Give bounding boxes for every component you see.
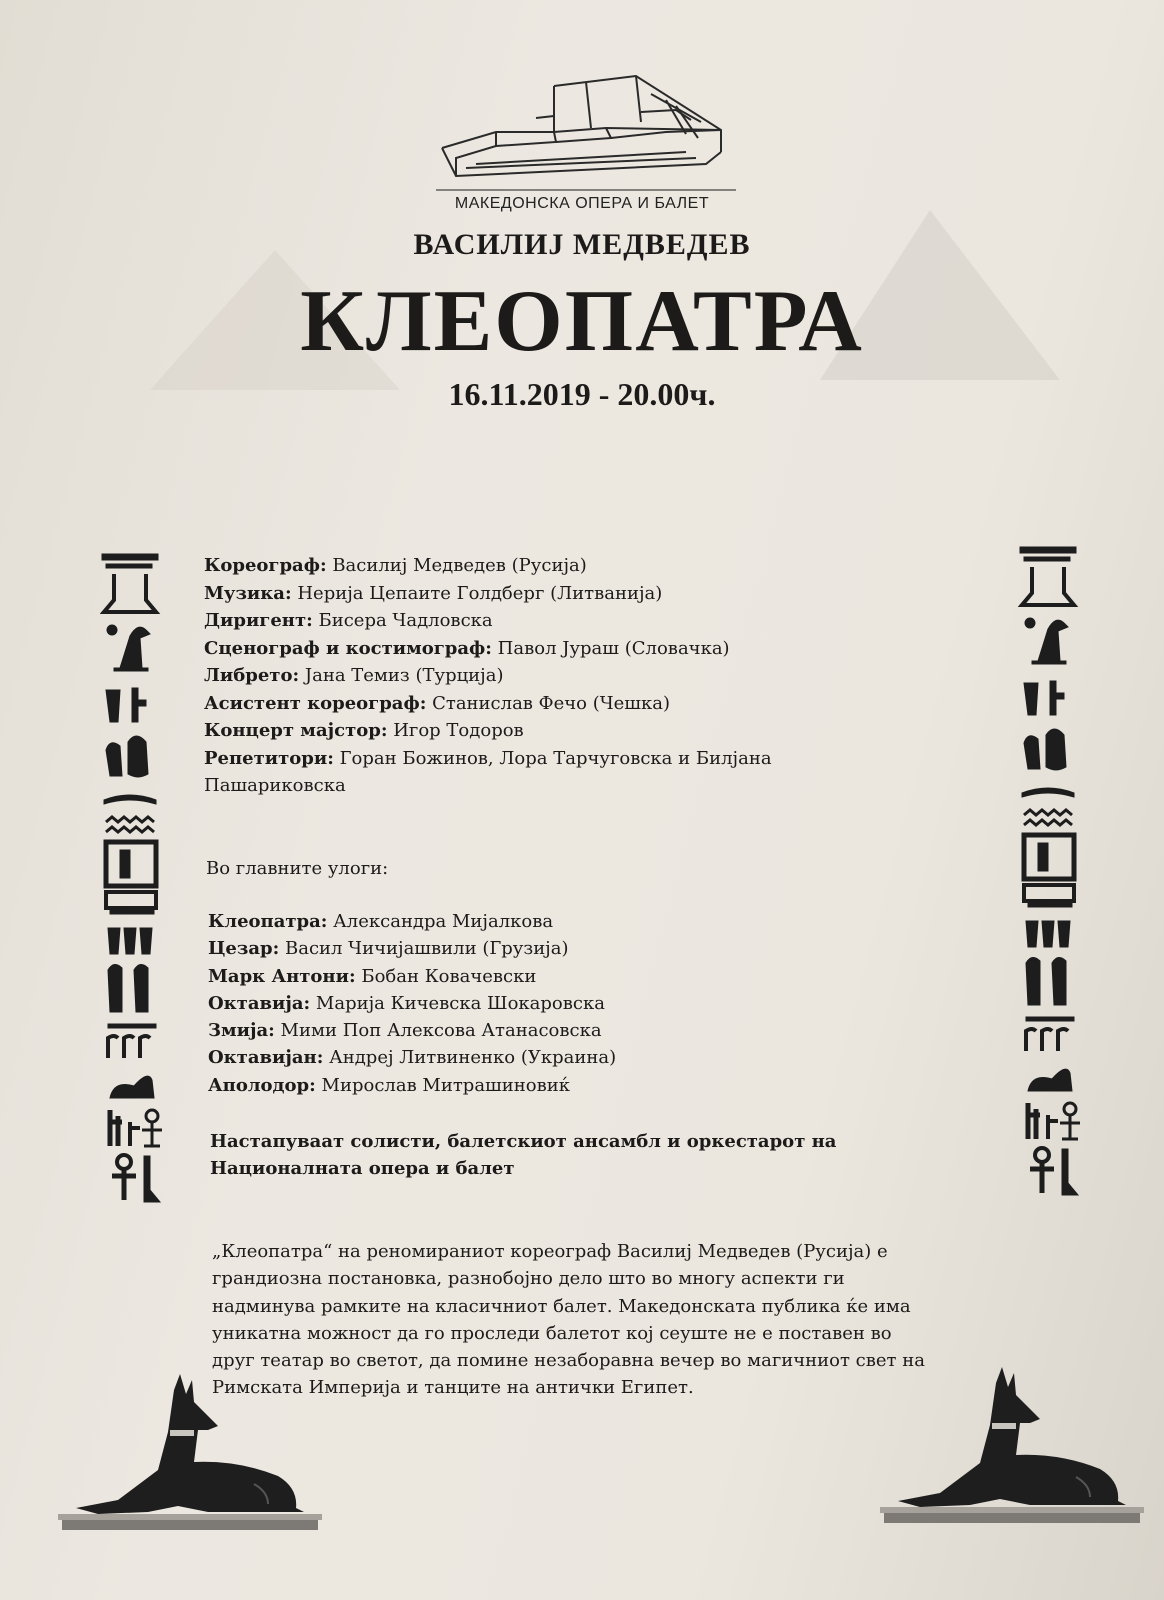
performers-statement <box>210 1128 910 1182</box>
choreographer-heading: ВАСИЛИЈ МЕДВЕДЕВ <box>413 228 751 261</box>
cast-caesar: Цезар: Васил Чичијашвили (Грузија) <box>208 938 569 960</box>
credit-assistant-choreographer: Асистент кореограф: Станислав Фечо (Чешка) <box>204 692 671 714</box>
credit-libretto: Либрето: Јана Темиз (Турција) <box>204 665 504 686</box>
main-roles-heading: Во главните улоги: <box>206 858 389 879</box>
paragraph-line-2: грандиозна постановка, разнобојно дело што во многу аспекти ги <box>212 1268 845 1290</box>
performance-date: 16.11.2019 - 20.00ч. <box>448 376 716 412</box>
cast-apollodorus: Аполодор: Мирослав Митрашиновиќ <box>208 1074 571 1096</box>
credit-music: Музика: Нерија Цепаите Голдберг (Литванија) <box>204 582 663 604</box>
statement-line-2: Националната опера и балет <box>210 1158 515 1179</box>
cast-snake: Змија: Мими Поп Алексова Атанасовска <box>208 1020 602 1042</box>
paragraph-line-5: друг театар во светот, да помине незаборавна вечер во магичниот свет на <box>212 1350 925 1372</box>
statement-line-1: Настапуваат солисти, балетскиот ансамбл и оркестарот на <box>210 1131 837 1152</box>
credit-conductor: Диригент: Бисера Чадловска <box>204 610 493 631</box>
anubis-jackal-right-icon <box>880 1360 1144 1530</box>
paragraph-line-3: надминува рамките на класичниот балет. Македонската публика ќе има <box>212 1295 911 1317</box>
credits-list <box>204 552 844 800</box>
cast-octavian: Октавијан: Андреј Литвиненко (Украина) <box>208 1047 617 1069</box>
opera-building-logo <box>436 72 736 192</box>
cast-list <box>208 908 768 1099</box>
anubis-jackal-left-icon <box>58 1372 322 1532</box>
credit-concertmaster: Концерт мајстор: Игор Тодоров <box>204 720 524 741</box>
credit-set-costume-designer: Сценограф и костимограф: Павол Јураш (Словачка) <box>204 637 730 659</box>
paragraph-line-4: уникатна можност да го проследи балетот кој сеуште не е поставен во <box>212 1322 892 1344</box>
paragraph-line-1: „Клеопатра“ на реномираниот кореограф Василиј Медведев (Русија) е <box>212 1241 888 1262</box>
credit-repetiteurs-continued: Пашариковска <box>204 775 346 796</box>
cast-octavia: Октавија: Марија Кичевска Шокаровска <box>208 992 605 1014</box>
credit-choreographer: Кореограф: Василиј Медведев (Русија) <box>204 555 587 576</box>
cast-cleopatra: Клеопатра: Александра Мијалкова <box>208 911 554 932</box>
credit-repetiteurs: Репетитори: Горан Божинов, Лора Тарчуговска и Билјана <box>204 747 772 769</box>
paragraph-line-6: Римската Империја и танците на антички Египет. <box>212 1377 694 1399</box>
cast-mark-antony: Марк Антони: Бобан Ковачевски <box>208 965 537 987</box>
ballet-title: КЛЕОПАТРА <box>300 273 864 370</box>
hieroglyph-column-left-icon <box>100 550 168 1220</box>
hieroglyph-column-right-icon <box>1018 538 1086 1218</box>
organization-name: МАКЕДОНСКА ОПЕРА И БАЛЕТ <box>454 195 710 212</box>
